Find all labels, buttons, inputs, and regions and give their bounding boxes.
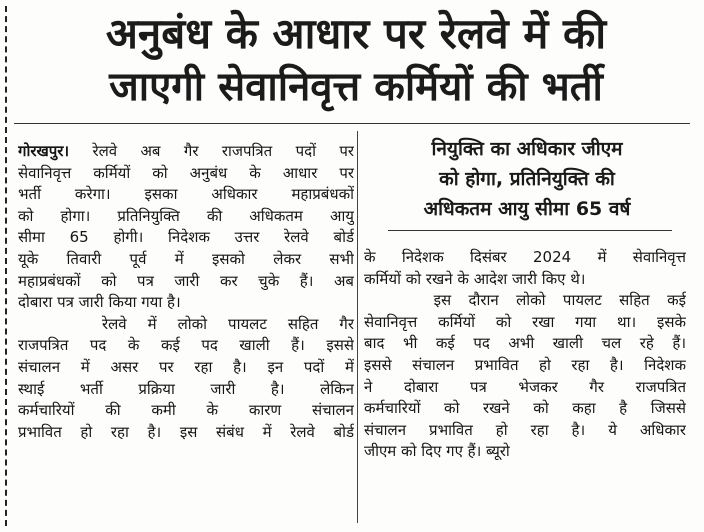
body-line: कर्मचारियों को रखने को कहा है जिससे — [364, 399, 686, 418]
body-line: को होगा। प्रतिनियुक्ति की अधिकतम आयु — [18, 206, 354, 225]
body-line: कर्मियों को रखने के आदेश जारी किए थे। — [364, 269, 586, 288]
left-border-rule — [5, 6, 7, 526]
callout-box — [368, 134, 686, 224]
body-line: सीमा 65 होगी। निदेशक उत्तर रेलवे बोर्ड — [18, 228, 354, 247]
callout-underline — [388, 230, 672, 231]
dateline: गोरखपुर। — [18, 142, 70, 160]
callout-line-2: को होगा, प्रतिनियुक्ति की — [439, 168, 615, 190]
body-line: दोबारा पत्र जारी किया गया है। — [18, 293, 181, 312]
body-line: के निदेशक दिसंबर 2024 में सेवानिवृत्त — [364, 248, 686, 266]
headline-line-2: जाएगी सेवानिवृत्त कर्मियों की भर्ती — [109, 64, 603, 110]
body-line: भर्ती करेगा। इसका अधिकार महाप्रबंधकों — [18, 185, 354, 204]
body-line: स्थाई भर्ती प्रक्रिया जारी है। लेकिन — [18, 379, 354, 398]
body-line: संचालन में असर पर रहा है। इन पदों में — [18, 357, 354, 376]
body-line: राजपत्रित पद के कई पद खाली हैं। इससे — [18, 336, 354, 355]
body-line: यूके तिवारी पूर्व में इसको लेकर सभी — [18, 249, 354, 268]
body-line: कर्मचारियों की कमी के कारण संचालन — [18, 401, 354, 420]
body-line: इस दौरान लोको पायलट सहित कई — [364, 291, 686, 310]
body-line: सेवानिवृत्त कर्मियों को रखा गया था। इसके — [364, 312, 686, 331]
body-line: प्रभावित हो रहा है। इस संबंध में रेलवे बोर्ड — [18, 422, 354, 441]
article-headline — [14, 6, 698, 112]
body-line — [18, 141, 354, 163]
body-line: रेलवे में लोको पायलट सहित गैर — [18, 314, 354, 333]
body-line: महाप्रबंधकों को पत्र जारी कर चुके हैं। अब — [18, 271, 354, 290]
body-line: जीएम को दिए गए हैं। ब्यूरो — [364, 442, 510, 461]
body-line: सेवानिवृत्त कर्मियों को अनुबंध के आधार पर — [18, 163, 354, 182]
body-line: ने दोबारा पत्र भेजकर गैर राजपत्रित — [364, 377, 686, 396]
body-text: रेलवे अब गैर राजपत्रित पदों पर — [69, 142, 354, 160]
article-right-column — [364, 247, 686, 463]
headline-line-1: अनुबंध के आधार पर रेलवे में की — [105, 9, 607, 58]
article-left-column — [18, 141, 354, 443]
column-divider — [357, 131, 358, 523]
body-line: बाद भी कई पद अभी खाली चल रहे हैं। — [364, 334, 686, 353]
callout-line-3: अधिकतम आयु सीमा 65 वर्ष — [423, 198, 631, 220]
callout-line-1: नियुक्ति का अधिकार जीएम — [431, 138, 623, 160]
headline-divider — [14, 123, 690, 124]
body-line: इससे संचालन प्रभावित हो रहा है। निदेशक — [364, 355, 686, 374]
body-line: संचालन प्रभावित हो रहा है। ये अधिकार — [364, 420, 686, 439]
